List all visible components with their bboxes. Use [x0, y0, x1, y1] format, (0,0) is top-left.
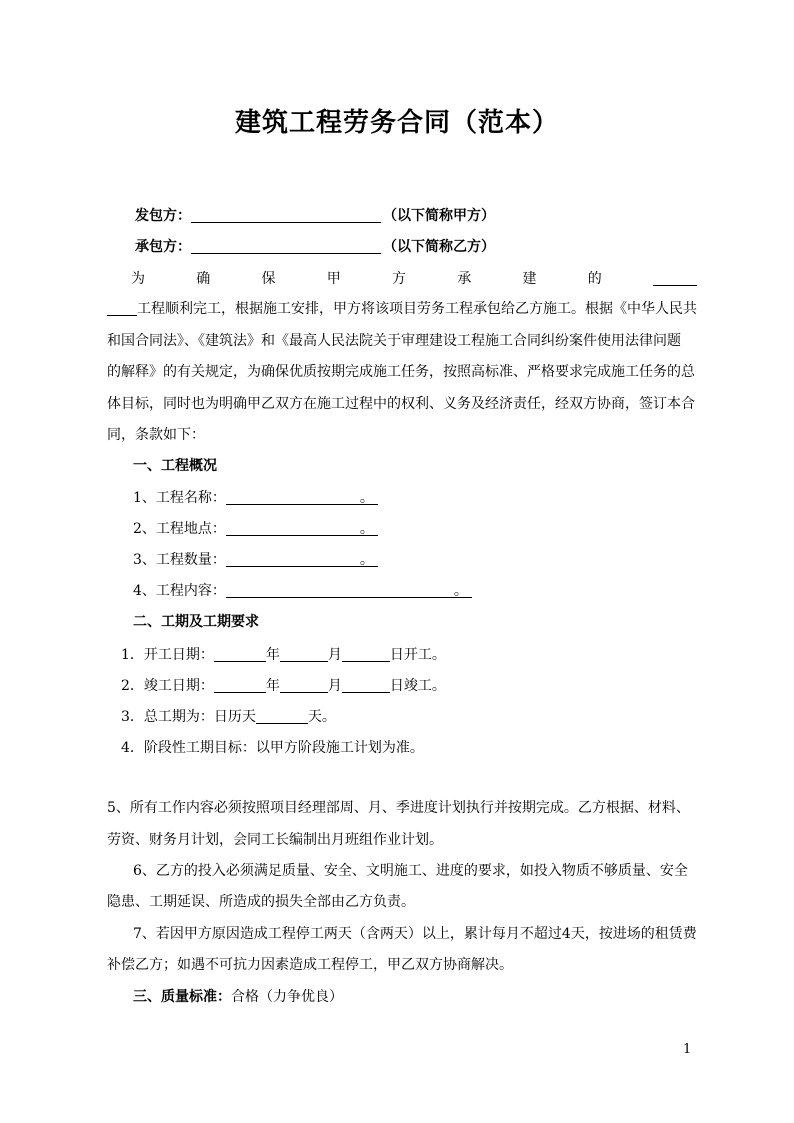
- intro-word: 甲: [326, 271, 341, 287]
- project-location-line: [133, 519, 723, 539]
- project-quantity-line: [133, 550, 723, 570]
- completion-date-line: [121, 676, 711, 696]
- clause-5-line-1: 5、所有工作内容必须按照项目经理部周、月、季进度计划执行并按期完成。乙方根据、材料、: [107, 800, 690, 816]
- intro-line-2: [107, 299, 707, 319]
- start-date-label: 1．开工日期：: [121, 647, 214, 663]
- intro-word: 建: [522, 271, 537, 287]
- year-unit: 年: [265, 678, 280, 694]
- section-1-heading: 一、工程概况: [133, 458, 217, 474]
- month-unit: 月: [327, 678, 342, 694]
- intro-line-1: [131, 269, 697, 289]
- section-3-line: [133, 987, 723, 1007]
- period: 。: [453, 583, 468, 599]
- total-period-label: 3．总工期为：日历天: [121, 709, 256, 725]
- project-name-label: 1、工程名称：: [133, 490, 226, 506]
- clause-6-line-1: 6、乙方的投入必须满足质量、安全、文明施工、进度的要求，如投入物质不够质量、安全: [133, 863, 688, 879]
- start-date-end: 日开工。: [389, 647, 446, 663]
- section-3-label: 三、质量标准：: [133, 989, 231, 1005]
- project-content-label: 4、工程内容：: [133, 583, 226, 599]
- project-content-line: [133, 581, 723, 601]
- party-a-line: [135, 206, 725, 226]
- document-title: 建筑工程劳务合同（范本）: [234, 108, 559, 138]
- project-blank-1: [653, 269, 697, 286]
- month-unit: 月: [327, 647, 342, 663]
- start-day-blank: [342, 645, 390, 662]
- party-b-note: （以下简称乙方）: [383, 239, 495, 255]
- completion-month-blank: [280, 676, 328, 693]
- project-name-line: [133, 488, 723, 508]
- total-days-blank: [256, 707, 308, 724]
- milestone-line: 4．阶段性工期目标：以甲方阶段施工计划为准。: [121, 740, 424, 756]
- intro-line-4: 的解释》的有关规定，为确保优质按期完成施工任务，按照高标准、严格要求完成施工任务的总: [107, 364, 695, 380]
- clause-7-line-1: 7、若因甲方原因造成工程停工两天（含两天）以上，累计每月不超过4天，按进场的租赁费: [133, 926, 697, 942]
- intro-word: 保: [261, 271, 276, 287]
- period: 。: [359, 521, 374, 537]
- section-3-value: 合格（力争优良）: [231, 989, 343, 1005]
- intro-word: 的: [587, 271, 602, 287]
- intro-text: 工程顺利完工，根据施工安排，甲方将该项目劳务工程承包给乙方施工。根据《中华人民共: [137, 301, 697, 317]
- clause-7-line-2: 补偿乙方；如遇不可抗力因素造成工程停工，甲乙双方协商解决。: [107, 957, 513, 973]
- period: 。: [359, 490, 374, 506]
- clause-6-line-2: 隐患、工期延误、所造成的损失全部由乙方负责。: [107, 894, 415, 910]
- party-a-blank: [191, 206, 381, 223]
- intro-line-3: 和国合同法》、《建筑法》和《最高人民法院关于审理建设工程施工合同纠纷案件使用法律问题: [107, 333, 681, 349]
- completion-date-end: 日竣工。: [389, 678, 446, 694]
- year-unit: 年: [265, 647, 280, 663]
- period: 。: [359, 552, 374, 568]
- intro-word: 承: [457, 271, 472, 287]
- section-2-heading: 二、工期及工期要求: [133, 614, 259, 630]
- start-date-line: [121, 645, 711, 665]
- project-location-blank: [226, 519, 378, 536]
- start-month-blank: [280, 645, 328, 662]
- party-b-label: 承包方：: [135, 239, 191, 255]
- party-a-label: 发包方：: [135, 208, 191, 224]
- project-blank-2: [107, 299, 137, 316]
- start-year-blank: [214, 645, 266, 662]
- intro-word: 为: [131, 271, 145, 287]
- total-period-line: [121, 707, 711, 727]
- project-location-label: 2、工程地点：: [133, 521, 226, 537]
- party-b-blank: [191, 237, 381, 254]
- completion-date-label: 2．竣工日期：: [121, 678, 214, 694]
- intro-word: 确: [196, 271, 211, 287]
- party-a-note: （以下简称甲方）: [383, 208, 495, 224]
- project-quantity-label: 3、工程数量：: [133, 552, 226, 568]
- total-period-end: 天。: [307, 709, 336, 725]
- party-b-line: [135, 237, 725, 257]
- page-number: 1: [683, 1042, 692, 1057]
- intro-line-5: 体目标，同时也为明确甲乙双方在施工过程中的权利、义务及经济责任，经双方协商，签订本合: [107, 396, 695, 412]
- project-content-blank: [226, 581, 472, 598]
- project-name-blank: [226, 488, 378, 505]
- clause-5-line-2: 劳资、财务月计划，会同工长编制出月班组作业计划。: [107, 832, 443, 848]
- project-quantity-blank: [226, 550, 378, 567]
- completion-year-blank: [214, 676, 266, 693]
- completion-day-blank: [342, 676, 390, 693]
- intro-word: 方: [392, 271, 406, 287]
- intro-line-6: 同，条款如下：: [107, 427, 205, 443]
